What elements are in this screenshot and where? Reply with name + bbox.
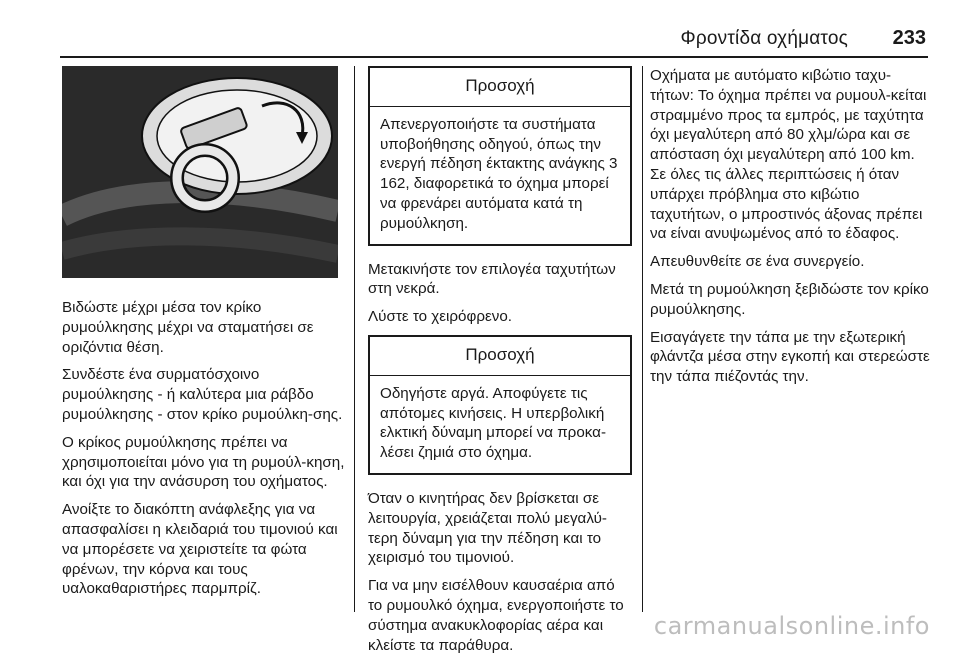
paragraph: Απευθυνθείτε σε ένα συνεργείο. — [650, 253, 865, 271]
column-3 — [650, 66, 932, 395]
paragraph: Συνδέστε ένα συρματόσχοινο ρυμούλκησης - ή καλύτερα μια ράβδο ρυμούλκησης - στον κρίκο ρυμούλκη‐σης. — [62, 366, 343, 423]
paragraph: Για να μην εισέλθουν καυσαέρια από το ρυμουλκό όχημα, ενεργοποιήστε το σύστημα ανακυκλοφορίας αέρα και κλείστε τα παράθυρα. — [368, 577, 624, 654]
section-title: Φροντίδα οχήματος — [680, 28, 848, 49]
caution-box — [368, 335, 632, 475]
caution-title: Προσοχή — [370, 68, 630, 107]
watermark: carmanualsonline.info — [653, 612, 930, 640]
tow-eye-drawing — [62, 66, 338, 278]
paragraph: Βιδώστε μέχρι μέσα τον κρίκο ρυμούλκησης μέχρι να σταματήσει σε οριζόντια θέση. — [62, 299, 314, 356]
paragraph: Λύστε το χειρόφρενο. — [368, 308, 512, 326]
header-rule — [60, 56, 928, 58]
caution-title: Προσοχή — [370, 337, 630, 376]
caution-box — [368, 66, 632, 246]
column-2 — [368, 66, 632, 663]
caution-body — [370, 107, 630, 244]
column-divider-2 — [642, 66, 643, 612]
paragraph: Μετακινήστε τον επιλογέα ταχυτήτων στη νεκρά. — [368, 260, 616, 298]
caution-text: Οδηγήστε αργά. Αποφύγετε τις απότομες κινήσεις. Η υπερβολική ελκτική δύναμη μπορεί να προκα‐λέσει ζημιά στο όχημα. — [380, 384, 607, 462]
paragraph: Μετά τη ρυμούλκηση ξεβιδώστε τον κρίκο ρυμούλκησης. — [650, 280, 929, 318]
column-divider-1 — [354, 66, 355, 612]
tow-eye-illustration-icon — [62, 66, 338, 278]
page-header — [60, 22, 928, 56]
caution-text: Απενεργοποιήστε τα συστήματα υποβοήθησης οδηγού, όπως την ενεργή πέδηση έκτακτης ανάγκης 3 162, διαφορετικά το όχημα μπορεί να φρενάρει αυτόματα κατά τη ρυμούλκηση. — [380, 115, 618, 232]
paragraph: Εισαγάγετε την τάπα με την εξωτερική φλάντζα μέσα στην εγκοπή και στερεώστε την τάπα πιέζοντάς την. — [650, 328, 930, 386]
paragraph: Οχήματα με αυτόματο κιβώτιο ταχυ‐τήτων: Το όχημα πρέπει να ρυμουλ‐κείται στραμμένο προς τα εμπρός, με ταχύτητα όχι μεγαλύτερη από 80 χλμ/ώρα και σε απόσταση όχι μεγαλύτερη από 100 km. Σε όλες τις άλλες περιπτώσεις ή όταν υπάρχει πρόβλημα στο κιβώτιο ταχυτήτων, ο μπροστινός άξονας πρέπει να είναι ανυψωμένος από το έδαφος. — [650, 67, 927, 243]
paragraph: Όταν ο κινητήρας δεν βρίσκεται σε λειτουργία, χρειάζεται πολύ μεγαλύ‐τερη δύναμη για την πέδηση και το χειρισμό του τιμονιού. — [368, 489, 607, 567]
page-number: 233 — [892, 27, 926, 49]
paragraph: Ανοίξτε το διακόπτη ανάφλεξης για να απασφαλίσει η κλειδαριά του τιμονιού και να μπορέσετε να χειριστείτε τα φώτα φρένων, την κόρνα και τους υαλοκαθαριστήρες παρμπρίζ. — [62, 501, 338, 598]
caution-body — [370, 376, 630, 473]
paragraph: Ο κρίκος ρυμούλκησης πρέπει να χρησιμοποιείται μόνο για τη ρυμούλ‐κηση, και όχι για την ανάσυρση του οχήματος. — [62, 433, 345, 491]
column-1 — [62, 66, 350, 607]
